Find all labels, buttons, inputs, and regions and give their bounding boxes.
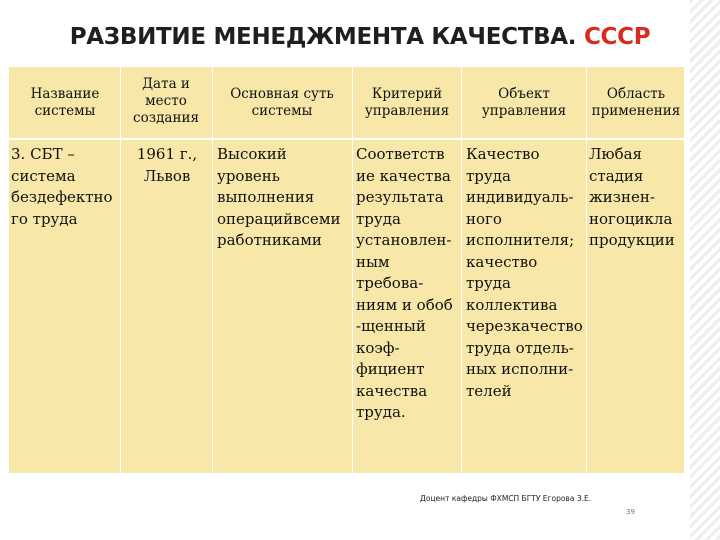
column-divider [212, 67, 213, 473]
column-divider [120, 67, 121, 473]
slide-title [0, 24, 720, 50]
cell-essence: Высокий уровень выполнения операцийвсеми работниками [217, 145, 341, 249]
header-scope: Область применения [591, 86, 681, 119]
header-date-place: Дата и место создания [133, 76, 199, 126]
cell-date-place: 1961 г., Львов [136, 145, 198, 185]
header-essence: Основная суть системы [230, 86, 334, 119]
column-divider [586, 67, 587, 473]
slide-title-main: РАЗВИТИЕ МЕНЕДЖМЕНТА КАЧЕСТВА. [69, 24, 577, 50]
column-divider [352, 67, 353, 473]
header-criterion: Критерий управления [364, 86, 450, 119]
cell-scope: Любая стадия жизнен-ногоцикла продукции [589, 145, 675, 249]
cell-system-name: 3. СБТ – система бездефектно го труда [11, 145, 113, 228]
page-number: 39 [626, 508, 635, 516]
cell-criterion: Соответств ие качества результата труда установлен-ным требова-ниям и обоб -щенный коэф-фициент качества труда. [356, 145, 453, 421]
cell-object: Качество труда индивидуаль-ного исполнителя; качество труда коллектива черезкачество труда отдель-ных исполни-телей [466, 145, 583, 400]
header-divider [9, 138, 684, 140]
header-object: Объект управления [481, 86, 567, 119]
footer-author: Доцент кафедры ФХМСП БГТУ Егорова З.Е. [420, 494, 592, 503]
decorative-edge-pattern [690, 0, 720, 540]
slide-title-accent: СССР [583, 24, 651, 50]
header-system-name: Название системы [30, 86, 100, 119]
system-table [9, 67, 684, 473]
column-divider [461, 67, 462, 473]
